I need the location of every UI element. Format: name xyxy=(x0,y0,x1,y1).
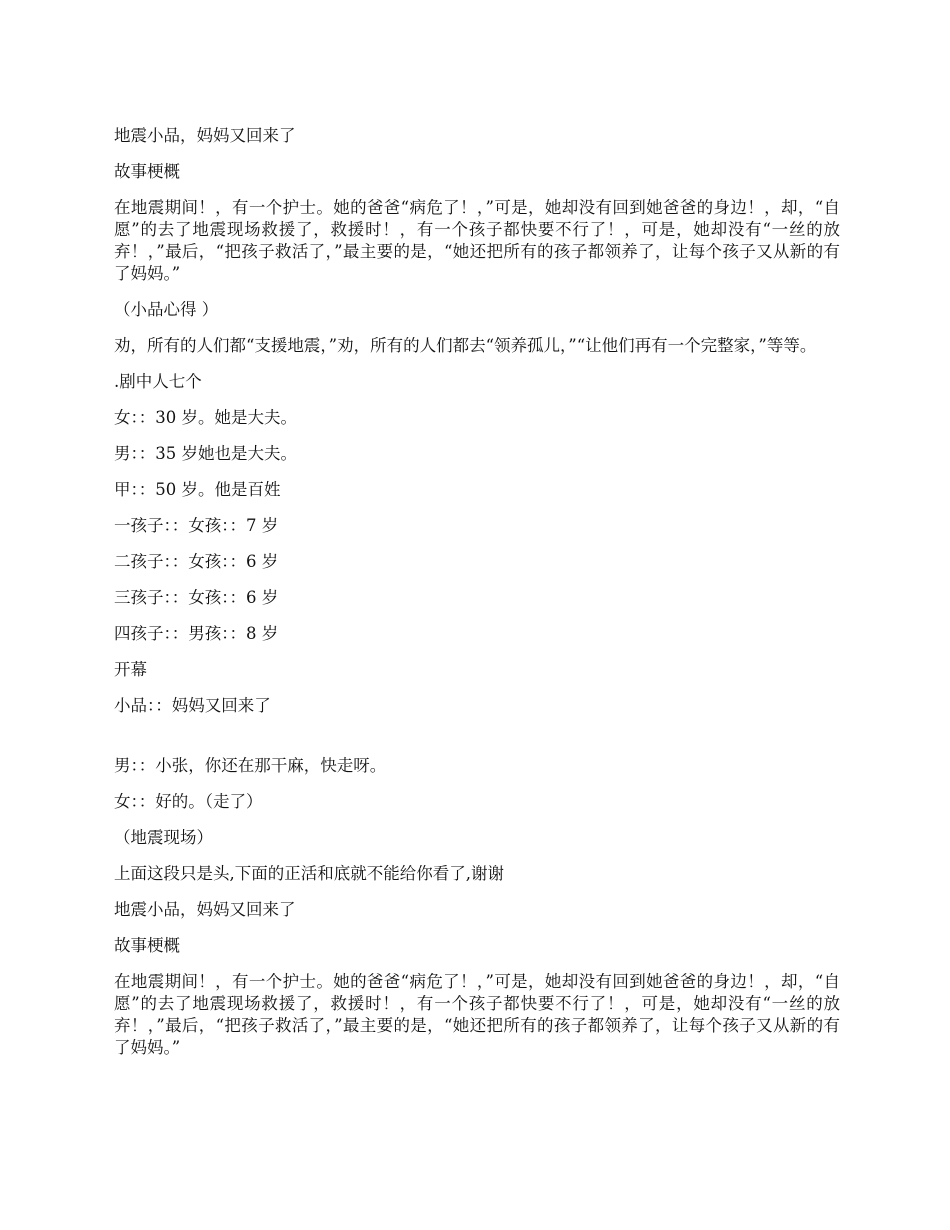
synopsis-paragraph: 在地震期间！，有一个护士。她的爸爸“病危了！，”可是，她却没有回到她爸爸的身边！，却，“自愿”的去了地震现场救援了，救援时！，有一个孩子都快要不行了！，可是，她却没有“一丝的放弃！，”最后，“把孩子救活了，”最主要的是，“她还把所有的孩子都领养了，让每个孩子又从新的有了妈妈。” xyxy=(114,198,840,283)
synopsis-paragraph-repeat: 在地震期间！，有一个护士。她的爸爸“病危了！，”可是，她却没有回到她爸爸的身边！，却，“自愿”的去了地震现场救援了，救援时！，有一个孩子都快要不行了！，可是，她却没有“一丝的放弃！，”最后，“把孩子救活了，”最主要的是，“她还把所有的孩子都领养了，让每个孩子又从新的有了妈妈。” xyxy=(114,972,840,1057)
stage-direction: （地震现场） xyxy=(114,828,213,847)
notes-paragraph: 劝，所有的人们都“支援地震，”劝，所有的人们都去“领养孤儿，”“让他们再有一个完整家，”等等。 xyxy=(114,336,817,355)
opening-line: 开幕 xyxy=(114,660,147,679)
cast-line-man: 男：：35 岁她也是大夫。 xyxy=(114,444,297,463)
dialogue-line-man: 男：：小张，你还在那干麻，快走呀。 xyxy=(114,756,387,775)
doc-title: 地震小品，妈妈又回来了 xyxy=(114,126,296,145)
cast-line-child-3: 三孩子：：女孩：：6 岁 xyxy=(114,588,279,607)
cast-heading: .剧中人七个 xyxy=(114,372,202,391)
section-heading-synopsis-repeat: 故事梗概 xyxy=(114,936,180,955)
cast-line-jia: 甲：：50 岁。他是百姓 xyxy=(114,480,281,499)
preview-notice: 上面这段只是头,下面的正活和底就不能给你看了,谢谢 xyxy=(114,864,504,883)
doc-title-repeat: 地震小品，妈妈又回来了 xyxy=(114,900,296,919)
cast-line-child-4: 四孩子：：男孩：：8 岁 xyxy=(114,624,279,643)
skit-title-line: 小品：：妈妈又回来了 xyxy=(114,696,271,715)
section-heading-synopsis: 故事梗概 xyxy=(114,162,180,181)
cast-line-child-2: 二孩子：：女孩：：6 岁 xyxy=(114,552,279,571)
section-heading-notes: （小品心得 ） xyxy=(114,300,219,319)
dialogue-line-woman: 女：：好的。（走了） xyxy=(114,792,263,811)
cast-line-child-1: 一孩子：：女孩：：7 岁 xyxy=(114,516,279,535)
cast-line-woman: 女：：30 岁。她是大夫。 xyxy=(114,408,297,427)
